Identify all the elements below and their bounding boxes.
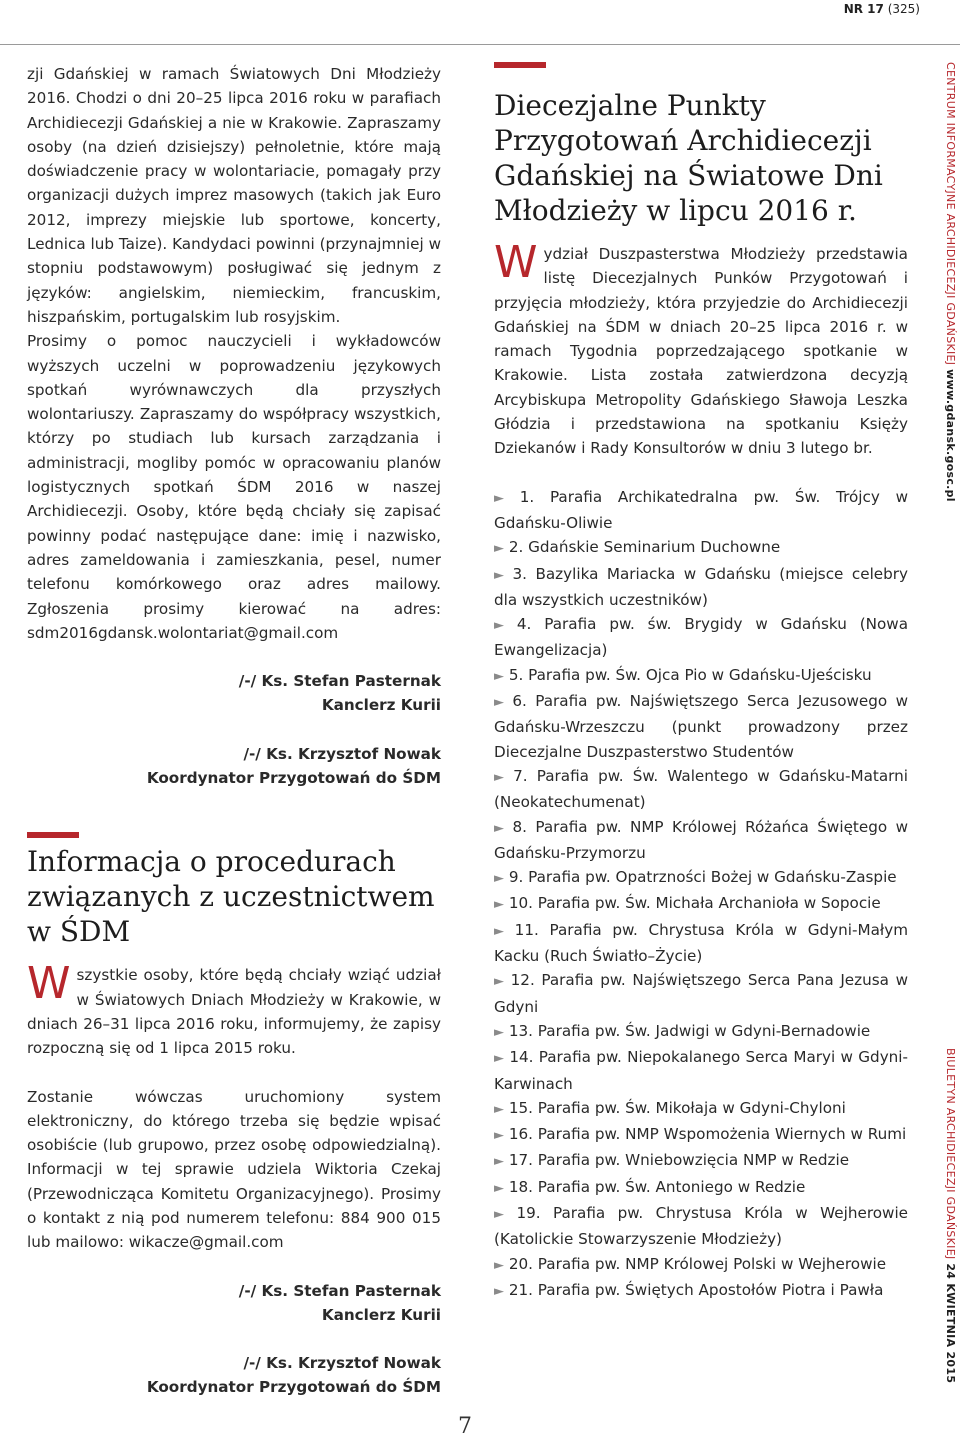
arrow-icon: ► <box>494 923 504 939</box>
list-item: ► 5. Parafia pw. Św. Ojca Pio w Gdańsku-Ujeścisku <box>494 665 872 684</box>
arrow-icon: ► <box>494 541 504 557</box>
list-item: ► 15. Parafia pw. Św. Mikołaja w Gdyni-Chyloni <box>494 1098 846 1117</box>
signature-name: /-/ Ks. Krzysztof Nowak <box>243 744 441 763</box>
section-accent-bar <box>27 832 79 838</box>
arrow-icon: ► <box>494 1257 504 1273</box>
sidebar-url: www.gdansk.gosc.pl <box>944 369 957 502</box>
signature-name: /-/ Ks. Krzysztof Nowak <box>243 1354 441 1373</box>
article-intro: Wydział Duszpasterstwa Młodzieży przedstawia listę Diecezjalnych Punków Przygotowań i przyjęcia młodzieży, która przyjedzie do Archidiecezji Gdańskiej na ŚDM w dniach 20–25 lipca 2016 r. w ramach Tygodnia poprzedzającego spotkanie w Krakowie. Lista została zatwierdzona decyzją Arcybiskupa Metropolity Gdańskiego Sławoja Leszka Głódzia i przedstawiona na spotkaniu Księży Dziekanów i Rady Konsultorów w dniu 3 lutego br. <box>494 237 908 458</box>
arrow-icon: ► <box>494 1206 504 1222</box>
list-item: ► 19. Parafia pw. Chrystusa Króla w Wejherowie (Katolickie Stowarzyszenie Młodzieży) <box>494 1203 909 1249</box>
list-item: ► 9. Parafia pw. Opatrzności Bożej w Gdańsku-Zaspie <box>494 868 897 887</box>
right-column <box>494 62 908 1304</box>
sidebar-org: CENTRUM INFORMACYJNE ARCHIDIECEZJI GDAŃSKIEJ <box>944 62 957 366</box>
arrow-icon: ► <box>494 769 504 785</box>
article-title: Diecezjalne Punkty Przygotowań Archidiecezji Gdańskiej na Światowe Dni Młodzieży w lipcu 2016 r. <box>494 89 883 227</box>
intro-paragraph: zji Gdańskiej w ramach Światowych Dni Młodzieży 2016. Chodzi o dni 20–25 lipca 2016 roku w parafiach Archidiecezji Gdańskiej a nie w Krakowie. Zapraszamy osoby (na dzień dzisiejszy) pełnoletnie, które mają doświadczenie pracy w wolontariacie, pomagały przy organizacji dużych imprez masowych (takich jak Euro 2012, imprezy miejskie lub sportowe, koncerty, Lednica lub Taize). Kandydaci powinni (przynajmniej w stopniu podstawowym) posługiwać się jednym z języków: angielskim, niemieckim, francuskim, hiszpańskim, portugalskim lub rosyjskim. <box>27 65 441 326</box>
list-item: ► 18. Parafia pw. Św. Antoniego w Redzie <box>494 1177 806 1196</box>
issue-sequence: (325) <box>887 2 920 16</box>
list-item: ► 7. Parafia pw. Św. Walentego w Gdańsku-Matarni (Neokatechumenat) <box>494 766 909 812</box>
list-item: ► 8. Parafia pw. NMP Królowej Różańca Świętego w Gdańsku-Przymorzu <box>494 817 908 862</box>
list-item: ► 13. Parafia pw. Św. Jadwigi w Gdyni-Bernadowie <box>494 1021 871 1040</box>
list-item: ► 12. Parafia pw. Najświętszego Serca Pana Jezusa w Gdyni <box>494 971 908 1016</box>
arrow-icon: ► <box>494 1051 504 1067</box>
arrow-icon: ► <box>494 820 504 836</box>
arrow-icon: ► <box>494 1283 504 1299</box>
arrow-icon: ► <box>494 567 504 583</box>
list-item: ► 10. Parafia pw. Św. Michała Archanioła w Sopocie <box>494 894 881 913</box>
arrow-icon: ► <box>494 695 504 711</box>
list-item: ► 2. Gdańskie Seminarium Duchowne <box>494 538 781 557</box>
sidebar-top-label <box>944 62 957 502</box>
arrow-icon: ► <box>494 974 504 990</box>
list-item: ► 6. Parafia pw. Najświętszego Serca Jezusowego w Gdańsku-Wrzeszczu (punkt prowadzony przez Diecezjalne Duszpasterstwo Studentów <box>494 692 908 761</box>
section-accent-bar <box>494 62 546 68</box>
list-item: ► 3. Bazylika Mariacka w Gdańsku (miejsce celebry dla wszystkich uczestników) <box>494 564 909 609</box>
sidebar-date: 24 KWIETNIA 2015 <box>944 1263 957 1384</box>
intro-paragraph: Prosimy o pomoc nauczycieli i wykładowców wyższych uczelni w poprowadzeniu językowych spotkań wyrównawczych dla przyszłych wolontariuszy. Zapraszamy do współpracy wszystkich, którzy po studiach lub kursach zarządzania i administracji, mogliby pomóc w opracowaniu planów logistycznych spotkań ŚDM 2016 w naszej Archidiecezji. Osoby, które będą chciały się zapisać powinny podać następujące dane: imię i nazwisko, adres zameldowania i zamieszkania, pesel, numer telefonu komórkowego oraz adres mailowy. Zgłoszenia prosimy kierować na adres: sdm2016gdansk.wolontariat@gmail.com <box>27 332 441 642</box>
signature-name: /-/ Ks. Stefan Pasternak <box>238 672 441 691</box>
arrow-icon: ► <box>494 1101 504 1117</box>
list-item: ► 17. Parafia pw. Wniebowzięcia NMP w Redzie <box>494 1151 850 1170</box>
list-item: ► 4. Parafia pw. św. Brygidy w Gdańsku (Nowa Ewangelizacja) <box>494 615 909 660</box>
signature-block <box>27 669 441 790</box>
article-paragraph: Wszystkie osoby, które będą chciały wziąć udział w Światowych Dniach Młodzieży w Krakowie, w dniach 26–31 lipca 2016 roku, informujemy, że zapisy rozpoczną się od 1 lipca 2015 roku. <box>27 958 441 1058</box>
page-number: 7 <box>458 1414 472 1439</box>
signature-role: Kanclerz Kurii <box>321 696 441 715</box>
issue-label <box>844 2 920 16</box>
list-item: ► 21. Parafia pw. Świętych Apostołów Piotra i Pawła <box>494 1280 884 1299</box>
signature-role: Koordynator Przygotowań do ŚDM <box>146 1378 441 1397</box>
signature-role: Koordynator Przygotowań do ŚDM <box>146 769 441 788</box>
drop-cap: W <box>27 958 71 1010</box>
signature-role: Kanclerz Kurii <box>321 1305 441 1324</box>
sidebar-bulletin: BIULETYN ARCHIDIECEZJI GDAŃSKIEJ <box>944 1048 957 1260</box>
preparation-points-list <box>494 485 908 1305</box>
arrow-icon: ► <box>494 618 504 634</box>
issue-number: NR 17 <box>843 2 884 16</box>
article-title: Informacja o procedurach związanych z uczestnictwem w ŚDM <box>27 845 435 949</box>
header-rule <box>0 44 960 45</box>
list-item: ► 11. Parafia pw. Chrystusa Króla w Gdyni-Małym Kacku (Ruch Światło–Życie) <box>494 920 909 966</box>
arrow-icon: ► <box>494 668 504 684</box>
arrow-icon: ► <box>494 490 504 506</box>
arrow-icon: ► <box>494 897 504 913</box>
drop-cap: W <box>494 237 538 288</box>
arrow-icon: ► <box>494 871 504 887</box>
list-item: ► 14. Parafia pw. Niepokalanego Serca Maryi w Gdyni-Karwinach <box>494 1048 909 1093</box>
arrow-icon: ► <box>494 1128 504 1144</box>
left-column <box>27 62 441 1400</box>
article-paragraph: Zostanie wówczas uruchomiony system elektroniczny, do którego trzeba się będzie wpisać osobiście (lub grupowo, przez osobę odpowiedzialną). Informacji w tej sprawie udziela Wiktoria Czekaj (Przewodnicząca Komitetu Organizacyjnego). Prosimy o kontakt z nią pod numerem telefonu: 884 900 015 lub mailowo: wikacze@gmail.com <box>27 1087 441 1252</box>
list-item: ► 1. Parafia Archikatedralna pw. Św. Trójcy w Gdańsku-Oliwie <box>494 487 908 532</box>
sidebar-bottom-label <box>944 1048 957 1383</box>
signature-name: /-/ Ks. Stefan Pasternak <box>238 1281 441 1300</box>
list-item: ► 16. Parafia pw. NMP Wspomożenia Wiernych w Rumi <box>494 1125 907 1144</box>
signature-block <box>27 1279 441 1400</box>
arrow-icon: ► <box>494 1024 504 1040</box>
list-item: ► 20. Parafia pw. NMP Królowej Polski w Wejherowie <box>494 1254 887 1273</box>
arrow-icon: ► <box>494 1180 504 1196</box>
arrow-icon: ► <box>494 1154 504 1170</box>
